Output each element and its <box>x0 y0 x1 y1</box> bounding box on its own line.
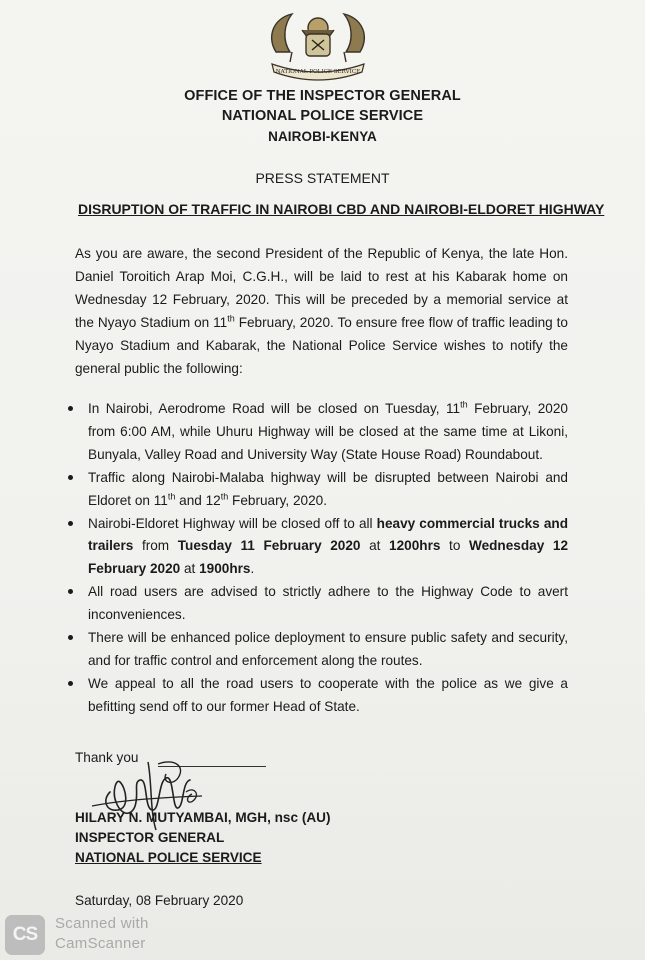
statement-date: Saturday, 08 February 2020 <box>75 893 244 908</box>
bullet-dot <box>68 475 73 480</box>
list-item: Nairobi-Eldoret Highway will be closed off to all heavy commercial trucks and trailers from Tuesday 11 February 2020 at 1200hrs to Wednesday 12 February 2020 at 1900hrs. <box>60 513 568 582</box>
watermark-line-1: Scanned with <box>55 915 149 932</box>
bullet-dot <box>68 406 73 411</box>
press-statement-label: PRESS STATEMENT <box>255 170 390 186</box>
list-item: In Nairobi, Aerodrome Road will be closed on Tuesday, 11th February, 2020 from 6:00 AM, while Uhuru Highway will be closed at the same time at Likoni, Bunyala, Valley Road and University Way (State House Road) Roundabout. <box>60 398 568 467</box>
signatory-title: INSPECTOR GENERAL <box>75 830 225 845</box>
bullet-dot <box>68 681 73 686</box>
list-item: All road users are advised to strictly adhere to the Highway Code to avert inconveniences. <box>60 581 568 627</box>
service-heading: NATIONAL POLICE SERVICE <box>221 108 424 124</box>
list-item: We appeal to all the road users to cooperate with the police as we give a befitting send off to our former Head of State. <box>60 673 568 719</box>
subject-heading: DISRUPTION OF TRAFFIC IN NAIROBI CBD AND NAIROBI-ELDORET HIGHWAY <box>78 201 605 217</box>
list-item: Traffic along Nairobi-Malaba highway will be disrupted between Nairobi and Eldoret on 11th and 12th February, 2020. <box>60 467 568 513</box>
bullet-dot <box>68 635 73 640</box>
list-item: There will be enhanced police deployment to ensure public safety and security, and for traffic control and enforcement along the routes. <box>60 627 568 673</box>
camscanner-logo-icon: CS <box>5 915 45 955</box>
signatory-name: HILARY N. MUTYAMBAI, MGH, nsc (AU) <box>75 810 331 825</box>
signatory-organization: NATIONAL POLICE SERVICE <box>75 850 262 865</box>
office-heading: OFFICE OF THE INSPECTOR GENERAL <box>184 88 461 104</box>
thank-you-text: Thank you <box>75 750 139 765</box>
location-heading: NAIROBI-KENYA <box>268 129 377 144</box>
police-crest-emblem <box>262 6 374 86</box>
bullet-dot <box>68 521 73 526</box>
intro-paragraph: As you are aware, the second President of the Republic of Kenya, the late Hon. Daniel Toroitich Arap Moi, C.G.H., will be laid to rest at his Kabarak home on Wednesday 12 February, 2020. This will be preceded by a memorial service at the Nyayo Stadium on 11th February, 2020. To ensure free flow of traffic leading to Nyayo Stadium and Kabarak, the National Police Service wishes to notify the general public the following: <box>75 246 568 376</box>
crest-ribbon-text: NATIONAL POLICE SERVICE <box>275 69 361 75</box>
instructions-list <box>87 398 568 719</box>
bullet-dot <box>68 589 73 594</box>
watermark-line-2: CamScanner <box>55 935 146 952</box>
